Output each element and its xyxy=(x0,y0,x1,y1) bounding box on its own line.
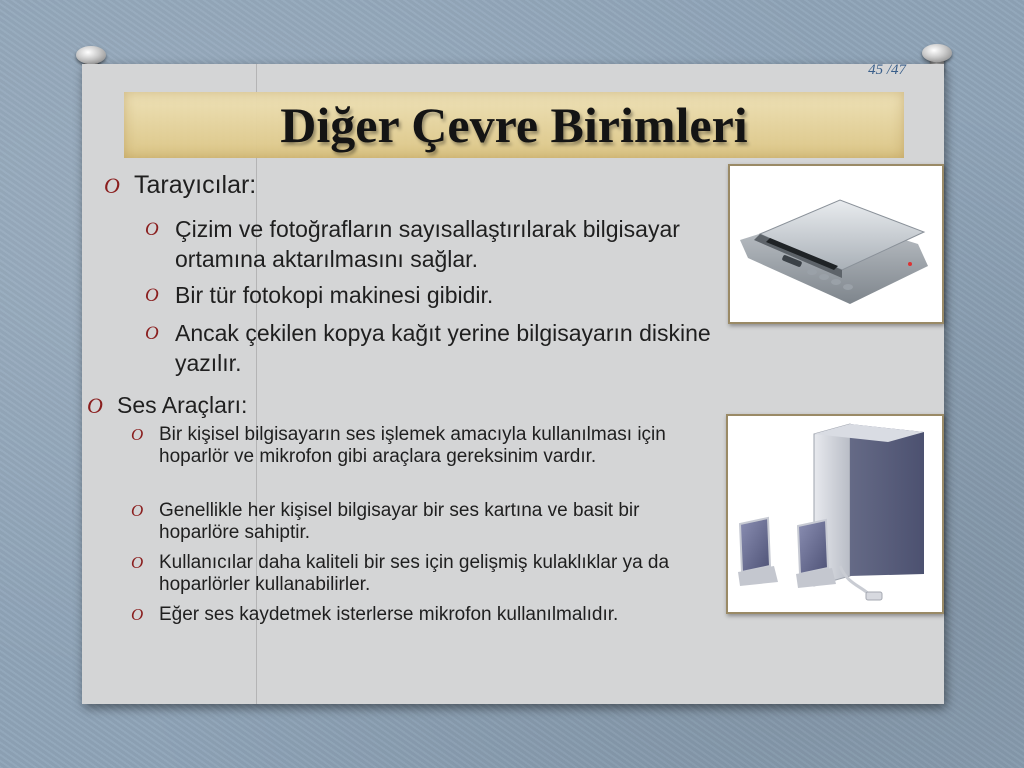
speakers-image xyxy=(726,414,944,614)
bullet-icon: O xyxy=(104,173,120,198)
list-item xyxy=(131,424,714,468)
list-item-text: Ancak çekilen kopya kağıt yerine bilgisayarın diskine yazılır. xyxy=(175,320,711,376)
list-item xyxy=(131,500,714,544)
list-item-text: Genellikle her kişisel bilgisayar bir ses kartına ve basit bir hoparlöre sahiptir. xyxy=(159,500,640,543)
section-heading-audio xyxy=(87,390,677,420)
bullet-icon: O xyxy=(145,285,159,306)
list-item xyxy=(145,214,715,274)
slide-card xyxy=(82,64,944,704)
list-item-text: Eğer ses kaydetmek isterlerse mikrofon kullanılmalıdır. xyxy=(159,604,619,625)
list-item xyxy=(145,280,715,310)
list-item-text: Bir tür fotokopi makinesi gibidir. xyxy=(175,282,494,308)
list-item xyxy=(145,318,715,378)
list-item-text: Kullanıcılar daha kaliteli bir ses için gelişmiş kulaklıklar ya da hoparlörler kullanabilirler. xyxy=(159,552,670,595)
bullet-icon: O xyxy=(145,219,159,240)
list-item-text: Çizim ve fotoğrafların sayısallaştırılarak bilgisayar ortamına aktarılmasını sağlar. xyxy=(175,216,680,272)
page-title: Diğer Çevre Birimleri xyxy=(280,97,748,153)
list-item-text: Bir kişisel bilgisayarın ses işlemek amacıyla kullanılması için hoparlör ve mikrofon gibi araçlara gereksinim vardır. xyxy=(159,424,666,467)
section-heading-text: Tarayıcılar: xyxy=(134,171,257,199)
bullet-icon: O xyxy=(87,393,103,418)
page-number: 45 /47 xyxy=(868,62,906,78)
bullet-icon: O xyxy=(131,553,144,572)
scanner-image xyxy=(728,164,944,324)
title-banner xyxy=(124,92,904,158)
bullet-icon: O xyxy=(131,425,144,444)
list-item xyxy=(131,552,714,596)
bullet-icon: O xyxy=(145,323,159,344)
section-heading-text: Ses Araçları: xyxy=(117,392,248,418)
bullet-icon: O xyxy=(131,501,144,520)
bullet-icon: O xyxy=(131,605,144,624)
section-heading-scanners xyxy=(104,170,694,200)
list-item xyxy=(131,604,714,626)
